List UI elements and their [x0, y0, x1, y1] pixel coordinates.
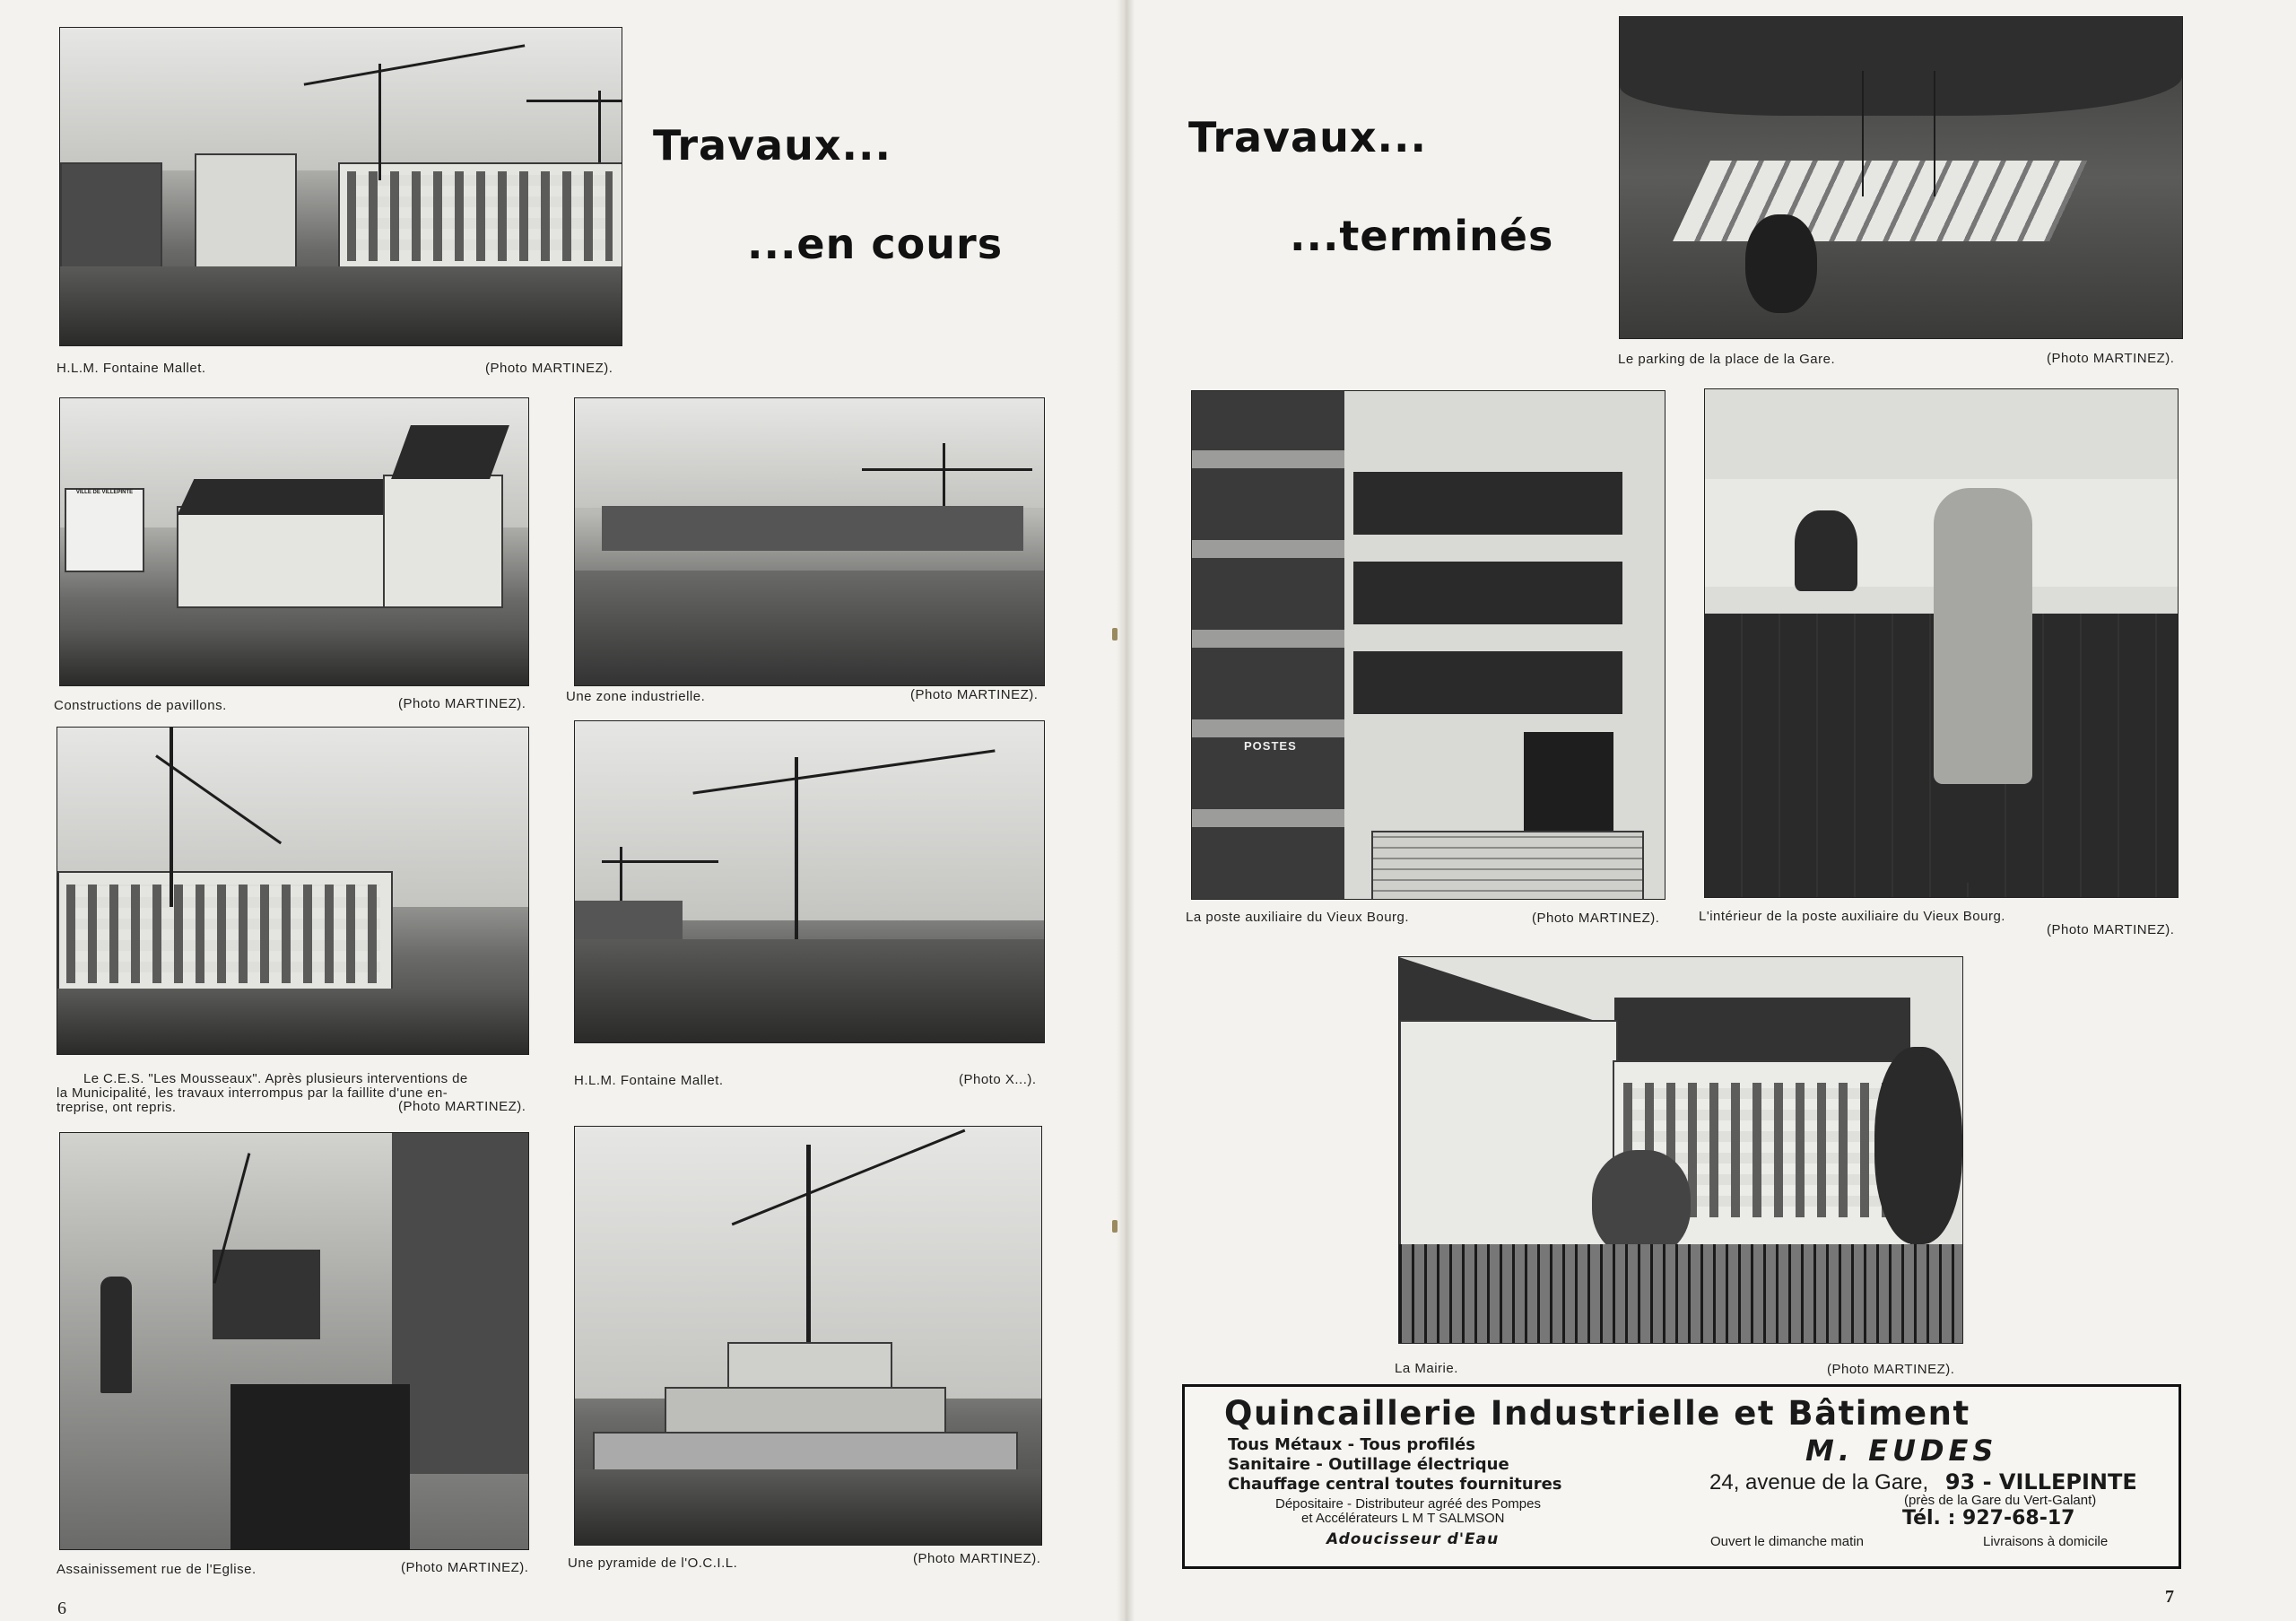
photo-credit: (Photo X...). — [959, 1072, 1037, 1087]
heading-en-cours: ...en cours — [747, 220, 1004, 268]
photo-credit: (Photo MARTINEZ). — [2047, 922, 2175, 937]
photo-hlm-fontaine-mallet-top — [59, 27, 622, 346]
photo-interieur-poste — [1704, 388, 2179, 898]
photo-customer-boots — [1959, 784, 2004, 883]
photo-credit: (Photo MARTINEZ). — [2047, 351, 2175, 366]
photo-windows — [66, 885, 380, 983]
ad-owner: M. EUDES — [1805, 1434, 1998, 1468]
photo-caption: La poste auxiliaire du Vieux Bourg. — [1186, 910, 1410, 925]
ad-delivery: Livraisons à domicile — [1983, 1534, 2109, 1549]
ad-product-line: Chauffage central toutes fournitures — [1228, 1475, 1562, 1494]
photo-sign-board — [65, 488, 144, 572]
photo-house — [383, 475, 503, 608]
photo-stairs — [1371, 831, 1644, 900]
ad-product-line: Sanitaire - Outillage électrique — [1228, 1455, 1509, 1474]
photo-sky — [575, 721, 1044, 920]
photo-ground — [57, 989, 528, 1054]
photo-assainissement-rue-eglise — [59, 1132, 529, 1550]
photo-lamp-post — [1934, 71, 1935, 196]
photo-caption: Une pyramide de l'O.C.I.L. — [568, 1556, 738, 1571]
photo-caption: L'intérieur de la poste auxiliaire du Vieux Bourg. — [1699, 909, 2005, 924]
ad-title: Quincaillerie Industrielle et Bâtiment — [1224, 1394, 1970, 1433]
photo-caption: H.L.M. Fontaine Mallet. — [574, 1073, 724, 1088]
photo-tree — [1592, 1150, 1691, 1258]
photo-roof — [1614, 998, 1910, 1060]
photo-caption: Le parking de la place de la Gare. — [1618, 352, 1836, 367]
photo-ground — [575, 939, 1044, 1042]
ad-address-city: 93 - VILLEPINTE — [1944, 1469, 2137, 1495]
photo-trench — [230, 1384, 410, 1549]
photo-roof — [178, 479, 401, 515]
photo-parked-cars — [1673, 161, 2087, 241]
photo-clerk — [1795, 510, 1857, 591]
caption-line: Le C.E.S. "Les Mousseaux". Après plusieurs interventions de — [83, 1071, 468, 1086]
caption-line: la Municipalité, les travaux interrompus par la faillite d'une en- — [57, 1085, 448, 1101]
crane-jib — [862, 468, 1032, 471]
photo-ground — [60, 628, 528, 685]
ad-opening-hours: Ouvert le dimanche matin — [1710, 1534, 1864, 1549]
staple — [1112, 1220, 1118, 1233]
crane — [378, 64, 381, 180]
crane — [806, 1145, 811, 1360]
ad-dealer-line: Dépositaire - Distributeur agréé des Pompes — [1275, 1496, 1541, 1512]
ad-address-street: 24, avenue de la Gare, — [1709, 1470, 1929, 1495]
photo-ground — [575, 571, 1044, 685]
crane-jib — [602, 860, 718, 863]
ad-address — [1709, 1469, 2137, 1495]
photo-credit: (Photo MARTINEZ). — [1532, 911, 1660, 926]
photo-lamp-post — [1862, 71, 1864, 196]
caption-line: treprise, ont repris. — [57, 1100, 177, 1115]
photo-caption: Assainissement rue de l'Eglise. — [57, 1562, 257, 1577]
photo-credit: (Photo MARTINEZ). — [485, 361, 613, 376]
ad-softener: Adoucisseur d'Eau — [1326, 1530, 1500, 1548]
crane — [170, 728, 173, 907]
photo-poste-auxiliaire — [1191, 390, 1665, 900]
heading-termines: ...terminés — [1290, 212, 1554, 260]
photo-mairie-wing — [1399, 1020, 1618, 1248]
photo-tree — [1874, 1047, 1962, 1244]
photo-roof — [391, 425, 509, 479]
photo-credit: (Photo MARTINEZ). — [401, 1560, 529, 1575]
photo-caption: Une zone industrielle. — [566, 689, 706, 704]
page-number: 7 — [2165, 1587, 2174, 1607]
photo-customer-coat — [1934, 488, 2032, 784]
photo-pyramide-ocil — [574, 1126, 1042, 1546]
photo-balconies — [1353, 445, 1622, 714]
photo-entrance — [1524, 732, 1613, 840]
photo-credit: (Photo MARTINEZ). — [1827, 1362, 1955, 1377]
photo-caption: La Mairie. — [1395, 1361, 1458, 1376]
staple — [1112, 628, 1118, 641]
photo-ground — [575, 1469, 1041, 1545]
photo-la-mairie — [1398, 956, 1963, 1344]
heading-travaux: Travaux... — [1188, 113, 1427, 161]
photo-building — [195, 153, 297, 283]
photo-building-facade — [1192, 391, 1344, 899]
advertisement-quincaillerie — [1182, 1384, 2181, 1569]
photo-trees — [1620, 17, 2182, 116]
photo-worker — [100, 1277, 132, 1393]
photo-constructions-pavillons — [59, 397, 529, 686]
photo-house — [177, 506, 396, 608]
photo-ground — [60, 266, 622, 346]
photo-excavator — [213, 1250, 320, 1339]
photo-credit: (Photo MARTINEZ). — [398, 1099, 526, 1114]
photo-credit: (Photo MARTINEZ). — [910, 687, 1039, 702]
photo-credit: (Photo MARTINEZ). — [913, 1551, 1041, 1566]
photo-caption: H.L.M. Fontaine Mallet. — [57, 361, 206, 376]
photo-sky — [575, 398, 1044, 508]
crane — [943, 443, 945, 506]
photo-windows — [347, 171, 613, 261]
page-number: 6 — [57, 1599, 66, 1618]
photo-zone-industrielle — [574, 397, 1045, 686]
ad-product-line: Tous Métaux - Tous profilés — [1228, 1435, 1475, 1454]
heading-travaux: Travaux... — [653, 121, 891, 170]
page-gutter — [1117, 0, 1135, 1621]
photo-credit: (Photo MARTINEZ). — [398, 696, 526, 711]
ad-phone: Tél. : 927-68-17 — [1902, 1507, 2075, 1529]
photo-tree — [1745, 214, 1817, 313]
photo-parking-place-gare — [1619, 16, 2183, 339]
photo-warehouse — [602, 506, 1023, 551]
photo-fence — [1399, 1244, 1962, 1343]
sign-board-text: VILLE DE VILLEPINTE — [75, 490, 134, 495]
crane-jib — [526, 100, 622, 102]
photo-caption: Constructions de pavillons. — [54, 698, 227, 713]
ad-dealer-line: et Accélérateurs L M T SALMSON — [1301, 1511, 1505, 1526]
crane — [795, 757, 798, 963]
photo-church-wall — [392, 1133, 528, 1474]
postes-sign: POSTES — [1244, 739, 1297, 753]
ad-address-note: (près de la Gare du Vert-Galant) — [1904, 1493, 2097, 1508]
photo-ces-les-mousseaux — [57, 727, 529, 1055]
photo-hlm-fontaine-mallet-cranes — [574, 720, 1045, 1043]
